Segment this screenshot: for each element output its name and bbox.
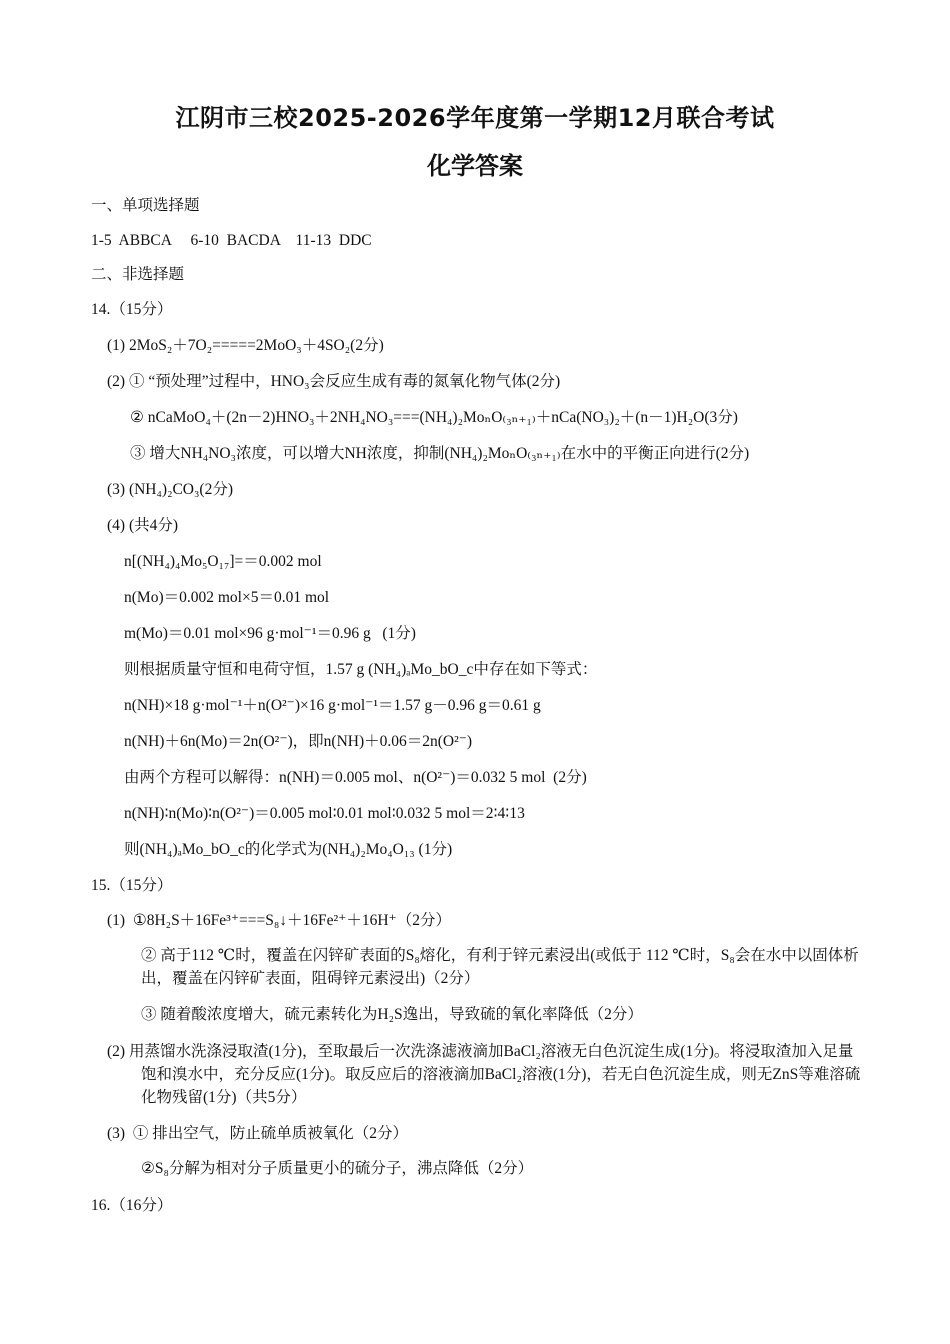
q14-part3: (3) (NH₄)₂CO₃(2分) — [107, 481, 233, 498]
q14-part4: (4) (共4分) — [107, 517, 179, 534]
q14-part4-line-b: n(Mo)＝0.002 mol×5＝0.01 mol — [124, 589, 330, 606]
q15-part3-a: (3) ① 排出空气，防止硫单质被氧化（2分） — [107, 1125, 408, 1142]
section-1-heading: 一、单项选择题 — [91, 197, 200, 214]
page-subtitle: 化学答案 — [427, 152, 523, 180]
q14-part4-line-g: 由两个方程可以解得：n(NH)＝0.005 mol、n(O²⁻)＝0.032 5 mol (2分) — [124, 769, 587, 786]
q14-part4-line-h: n(NH)∶n(Mo)∶n(O²⁻)＝0.005 mol∶0.01 mol∶0.032 5 mol＝2∶4∶13 — [124, 805, 525, 822]
q14-part1: (1) 2MoS₂＋7O₂=====2MoO₃＋4SO₂(2分) — [107, 337, 384, 354]
q15-part1-c: ③ 随着酸浓度增大，硫元素转化为H₂S逸出，导致硫的氧化率降低（2分） — [141, 1006, 643, 1023]
q14-part4-line-e: n(NH)×18 g·mol⁻¹＋n(O²⁻)×16 g·mol⁻¹＝1.57 g－0.96 g＝0.61 g — [124, 697, 541, 714]
q14-part4-line-a: n[(NH₄)₄Mo₅O₁₇]=＝0.002 mol — [124, 553, 322, 570]
q14-part4-line-i: 则(NH₄)ₐMo_bO_c的化学式为(NH₄)₂Mo₄O₁₃ (1分) — [124, 841, 453, 858]
q14-part4-line-f: n(NH)＋6n(Mo)＝2n(O²⁻)，即n(NH)＋0.06＝2n(O²⁻) — [124, 733, 473, 750]
q15-heading: 15.（15分） — [91, 877, 173, 894]
q14-part2-a: (2) ① “预处理”过程中，HNO₃会反应生成有毒的氮氧化物气体(2分) — [107, 373, 561, 390]
q15-part3-b: ②S₈分解为相对分子质量更小的硫分子，沸点降低（2分） — [141, 1160, 534, 1177]
q16-heading: 16.（16分） — [91, 1197, 173, 1214]
q15-part1-b: ② 高于112 ℃时，覆盖在闪锌矿表面的S₈熔化，有利于锌元素浸出(或低于 112 ℃时，S₈会在水中以固体析出，覆盖在闪锌矿表面，阻碍锌元素浸出)（2分） — [141, 947, 859, 987]
q14-heading: 14.（15分） — [91, 301, 173, 318]
q15-part2: (2) 用蒸馏水洗涤浸取渣(1分)，至取最后一次洗涤滤液滴加BaCl₂溶液无白色沉淀生成(1分)。将浸取渣加入足量饱和溴水中，充分反应(1分)。取反应后的溶液滴加BaCl₂溶液(1分)，若无白色沉淀生成，则无ZnS等难溶硫化物残留(1分)（共5分） — [107, 1043, 861, 1106]
q14-part2-c: ③ 增大NH₄NO₃浓度，可以增大NH浓度，抑制(NH₄)₂MoₙO₍₃ₙ₊₁₎在水中的平衡正向进行(2分) — [130, 445, 750, 462]
section-2-heading: 二、非选择题 — [91, 266, 185, 283]
q15-part1-a: (1) ①8H₂S＋16Fe³⁺===S₈↓＋16Fe²⁺＋16H⁺（2分） — [107, 912, 451, 929]
q14-part4-line-c: m(Mo)＝0.01 mol×96 g·mol⁻¹＝0.96 g (1分) — [124, 625, 416, 642]
q14-part4-line-d: 则根据质量守恒和电荷守恒，1.57 g (NH₄)ₐMo_bO_c中存在如下等式： — [124, 661, 598, 678]
page-title: 江阴市三校2025-2026学年度第一学期12月联合考试 — [175, 104, 775, 132]
multiple-choice-answers: 1-5 ABBCA 6-10 BACDA 11-13 DDC — [91, 232, 372, 249]
q14-part2-b: ② nCaMoO₄＋(2n－2)HNO₃＋2NH₄NO₃===(NH₄)₂MoₙO₍₃ₙ₊₁₎＋nCa(NO₃)₂＋(n－1)H₂O(3分) — [130, 409, 738, 426]
